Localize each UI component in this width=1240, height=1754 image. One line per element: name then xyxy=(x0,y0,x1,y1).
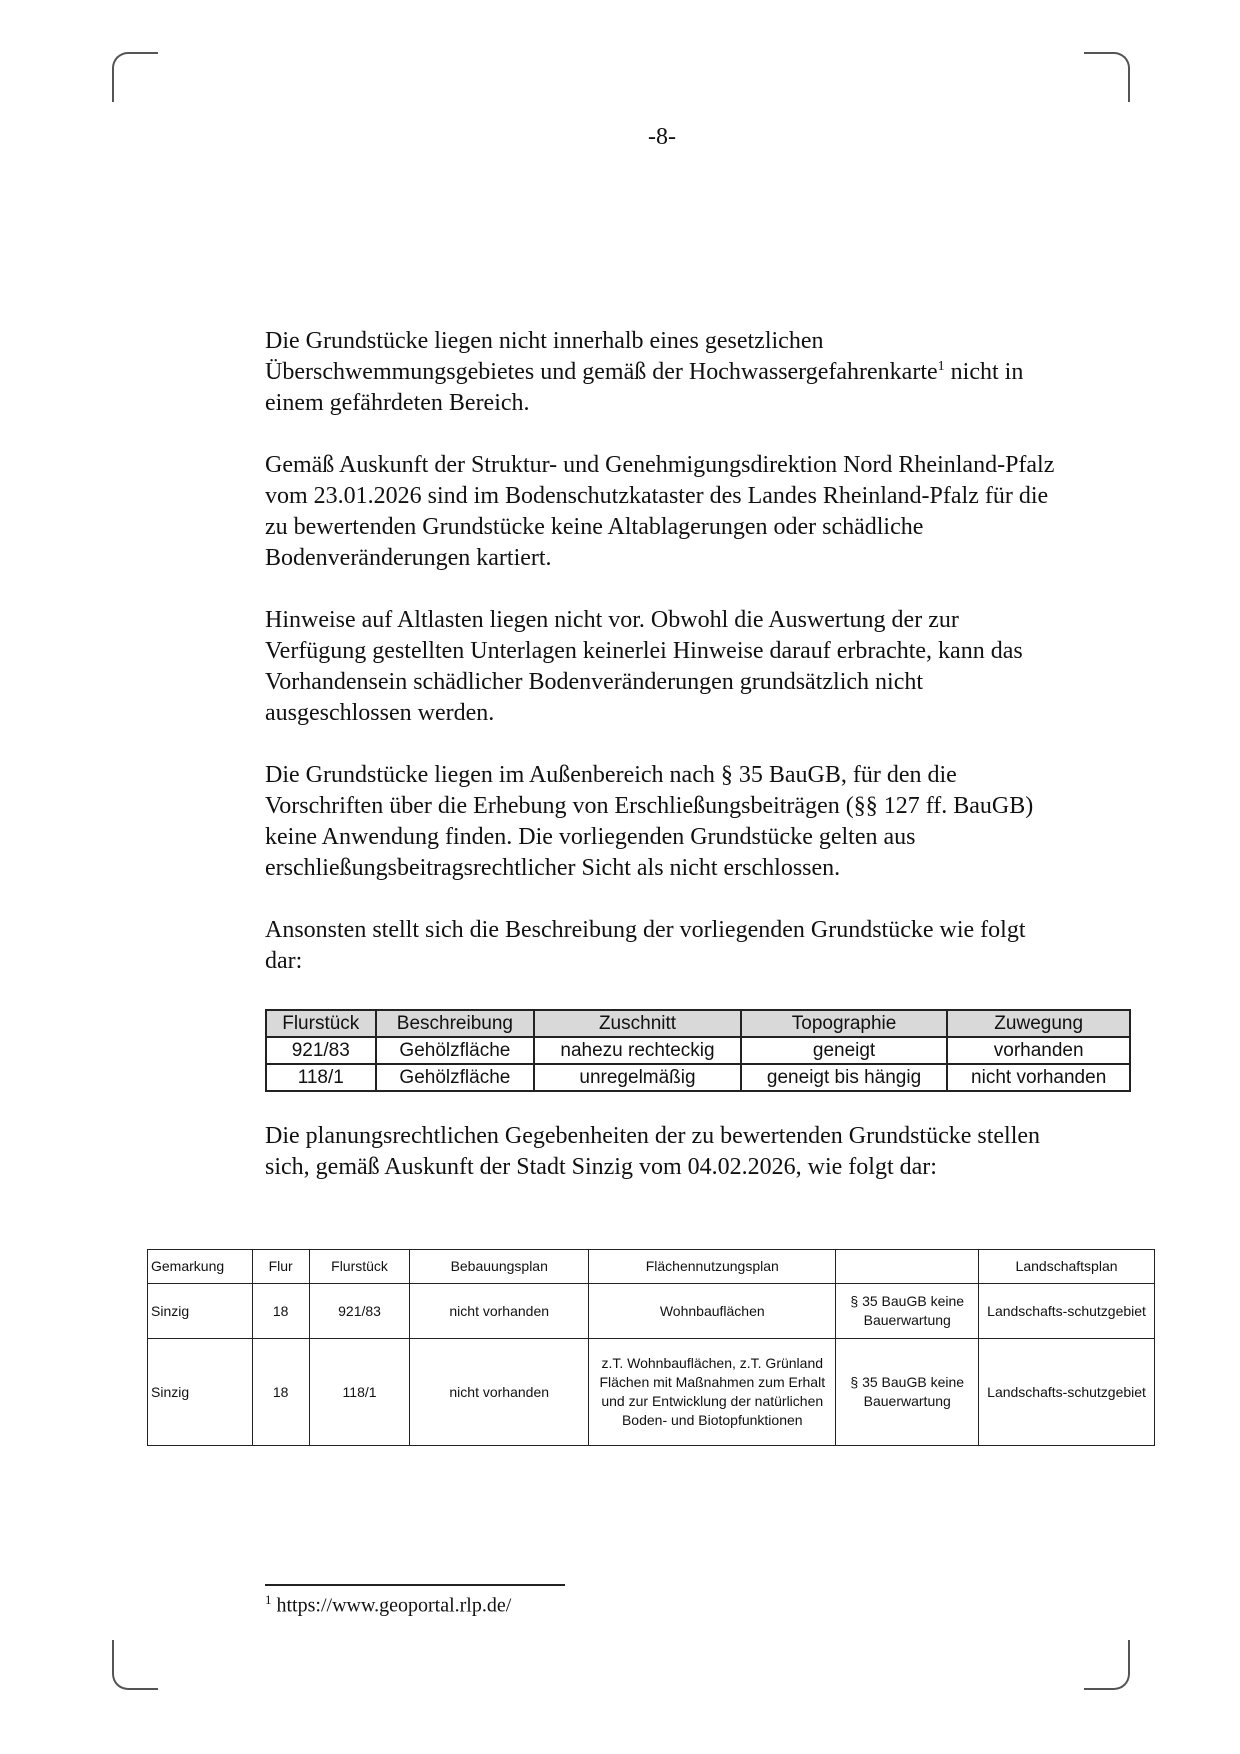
column-header: Flächennutzungsplan xyxy=(589,1250,836,1284)
table-cell: geneigt bis hängig xyxy=(741,1064,948,1091)
table-cell: 921/83 xyxy=(266,1037,376,1064)
page-number: -8- xyxy=(648,124,676,150)
paragraph-contamination: Hinweise auf Altlasten liegen nicht vor. Obwohl die Auswertung der zur Verfügung gestellten Unterlagen keinerlei Hinweise darauf erbrachte, kann das Vorhandensein schädlicher Bodenveränderungen grundsätzlich nicht ausgeschlossen werden. xyxy=(265,607,1023,726)
column-header: Flurstück xyxy=(266,1010,376,1037)
paragraph-description-intro: Ansonsten stellt sich die Beschreibung der vorliegenden Grundstücke wie folgt dar: xyxy=(265,917,1026,974)
table-cell: Landschafts-schutzgebiet xyxy=(979,1284,1155,1339)
corner-mark-bottom-right xyxy=(1084,1640,1130,1690)
table-cell: 18 xyxy=(252,1339,309,1446)
footnote-reference: 1 xyxy=(937,359,945,374)
table-cell: Landschafts-schutzgebiet xyxy=(979,1339,1155,1446)
paragraph-development: Die Grundstücke liegen im Außenbereich nach § 35 BauGB, für den die Vorschriften über die Erhebung von Erschließungsbeiträgen (§§ 127 ff. BauGB) keine Anwendung finden. Die vorliegenden Grundstücke gelten aus erschließungsbeitragsrechtlicher Sicht als nicht erschlossen. xyxy=(265,762,1034,881)
column-header: Zuwegung xyxy=(947,1010,1130,1037)
footnote-separator xyxy=(265,1584,565,1586)
table-cell: § 35 BauGB keine Bauerwartung xyxy=(836,1339,979,1446)
footnote-link[interactable]: https://www.geoportal.rlp.de/ xyxy=(276,1594,512,1617)
table-cell: unregelmäßig xyxy=(534,1064,741,1091)
column-header: Beschreibung xyxy=(376,1010,535,1037)
corner-mark-top-right xyxy=(1084,52,1130,102)
column-header xyxy=(836,1250,979,1284)
footnote-marker: 1 xyxy=(265,1592,272,1607)
table-row xyxy=(266,1037,1130,1064)
table-cell: geneigt xyxy=(741,1037,948,1064)
column-header: Flurstück xyxy=(309,1250,409,1284)
column-header: Topographie xyxy=(741,1010,948,1037)
table-cell: Wohnbauflächen xyxy=(589,1284,836,1339)
table-cell: vorhanden xyxy=(947,1037,1130,1064)
paragraph-flood: Die Grundstücke liegen nicht innerhalb eines gesetzlichen Überschwemmungsgebietes und gemäß der Hochwassergefahrenkarte$^1$ nicht in einem gefährdeten Bereich. xyxy=(265,328,1024,416)
planning-law-table xyxy=(147,1249,1155,1446)
table-header-row xyxy=(148,1250,1155,1284)
column-header: Bebauungsplan xyxy=(410,1250,589,1284)
table-cell: § 35 BauGB keine Bauerwartung xyxy=(836,1284,979,1339)
table-cell: nicht vorhanden xyxy=(947,1064,1130,1091)
table-row xyxy=(266,1064,1130,1091)
table-cell: nahezu rechteckig xyxy=(534,1037,741,1064)
table-cell: Sinzig xyxy=(148,1284,253,1339)
column-header: Landschaftsplan xyxy=(979,1250,1155,1284)
table-cell: z.T. Wohnbauflächen, z.T. Grünland Flächen mit Maßnahmen zum Erhalt und zur Entwicklung der natürlichen Boden- und Biotopfunktionen xyxy=(589,1339,836,1446)
parcel-description-table xyxy=(265,1009,1131,1092)
table-cell: Gehölzfläche xyxy=(376,1037,535,1064)
corner-mark-bottom-left xyxy=(112,1640,158,1690)
table-cell: nicht vorhanden xyxy=(410,1284,589,1339)
table-cell: nicht vorhanden xyxy=(410,1339,589,1446)
column-header: Flur xyxy=(252,1250,309,1284)
table-cell: Sinzig xyxy=(148,1339,253,1446)
table-header-row xyxy=(266,1010,1130,1037)
table-cell: 921/83 xyxy=(309,1284,409,1339)
footnote xyxy=(265,1592,511,1618)
paragraph-planning-intro: Die planungsrechtlichen Gegebenheiten der zu bewertenden Grundstücke stellen sich, gemäß Auskunft der Stadt Sinzig vom 04.02.2026, wie folgt dar: xyxy=(265,1123,1041,1180)
table-cell: 118/1 xyxy=(266,1064,376,1091)
body-text-upper xyxy=(265,326,1065,1008)
corner-mark-top-left xyxy=(112,52,158,102)
table-cell: 118/1 xyxy=(309,1339,409,1446)
body-text-planning xyxy=(265,1121,1065,1214)
table-row xyxy=(148,1284,1155,1339)
table-cell: Gehölzfläche xyxy=(376,1064,535,1091)
table-cell: 18 xyxy=(252,1284,309,1339)
paragraph-soil-cadastre: Gemäß Auskunft der Struktur- und Genehmigungsdirektion Nord Rheinland-Pfalz vom 23.01.2026 sind im Bodenschutzkataster des Landes Rheinland-Pfalz für die zu bewertenden Grundstücke keine Altablagerungen oder schädliche Bodenveränderungen kartiert. xyxy=(265,452,1055,571)
table-row xyxy=(148,1339,1155,1446)
column-header: Gemarkung xyxy=(148,1250,253,1284)
column-header: Zuschnitt xyxy=(534,1010,741,1037)
